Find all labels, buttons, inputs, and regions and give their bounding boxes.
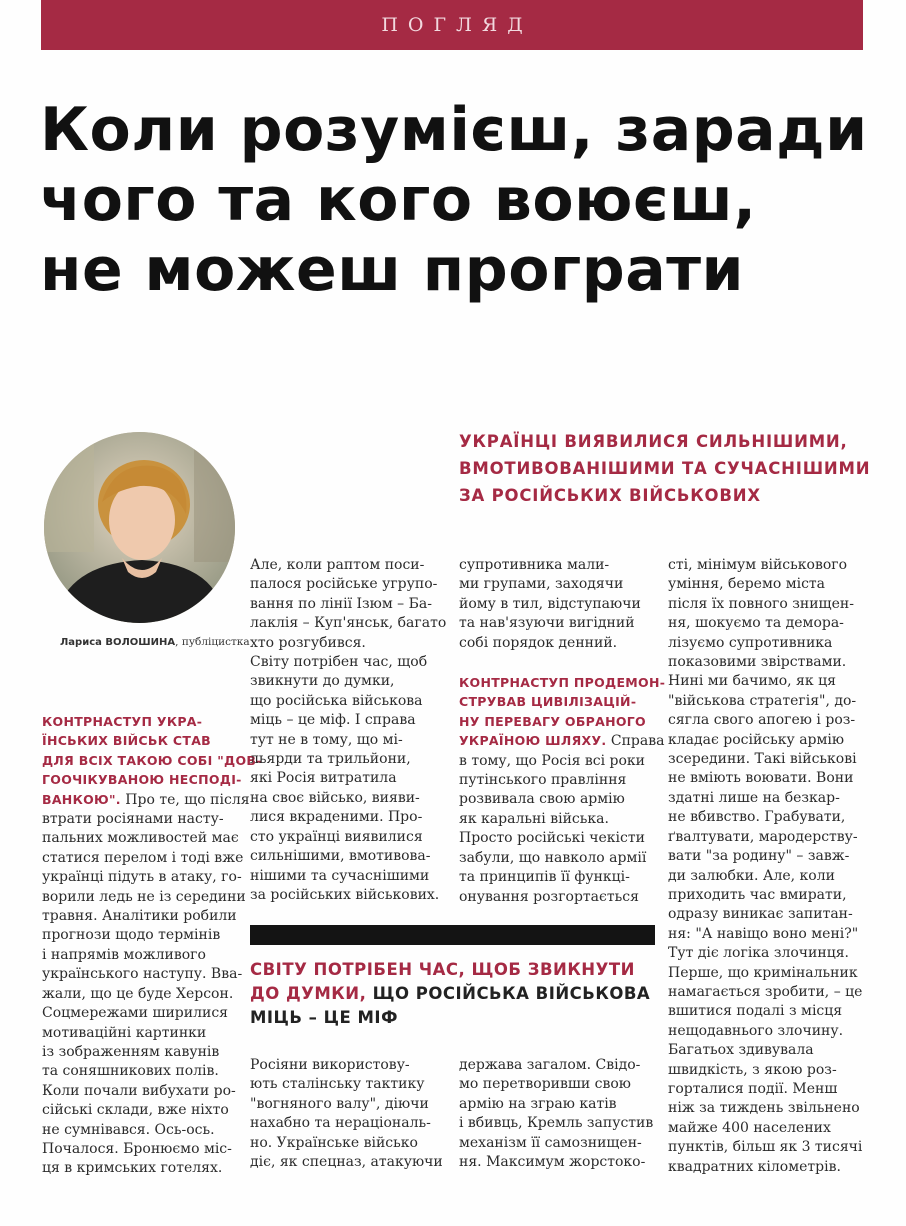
body-text-line: Почалося. Бронюємо міс- xyxy=(42,1140,232,1157)
body-text-line: міць – це міф. І справа xyxy=(250,712,416,729)
body-text-line: вати "за родину" – завж- xyxy=(668,848,850,865)
body-text-line: Тут діє логіка злочинця. xyxy=(668,945,850,962)
pullquote-line: ВМОТИВОВАНІШИМИ ТА СУЧАСНІШИМИ xyxy=(459,459,871,478)
body-text-line: лізуємо супротивника xyxy=(668,634,833,651)
body-text-line: держава загалом. Свідо- xyxy=(459,1057,641,1073)
body-text-line: звикнути до думки, xyxy=(250,673,395,690)
body-text-line: ють сталінську тактику xyxy=(250,1076,425,1093)
author-name: Лариса ВОЛОШИНА xyxy=(60,637,176,648)
pullquote-top xyxy=(459,428,879,509)
lead-line: ГООЧІКУВАНОЮ НЕСПОДІ- xyxy=(42,772,242,788)
body-text-line: в тому, що Росія всі роки xyxy=(459,752,645,769)
body-text-line: нішими та сучаснішими xyxy=(250,867,430,884)
text-column-4 xyxy=(668,556,878,1177)
body-text-line: прогнози щодо термінів xyxy=(42,927,221,944)
body-text-line: Просто російські чекісти xyxy=(459,830,645,847)
body-text-line: нещодавнього злочину. xyxy=(668,1022,844,1039)
lead-line: КОНТРНАСТУП ПРОДЕМОН- xyxy=(459,675,666,691)
body-text-line: не сумнівався. Ось-ось. xyxy=(42,1121,215,1138)
body-text-line: хто розгубився. xyxy=(250,634,366,651)
body-text-line: путінського правління xyxy=(459,772,627,789)
body-text-line: та соняшникових полів. xyxy=(42,1063,219,1080)
body-text-line: вання по лінії Ізюм – Ба- xyxy=(250,595,432,612)
body-text-line: українського наступу. Вва- xyxy=(42,966,243,983)
text-column-2 xyxy=(250,556,450,905)
body-text-line: вшитися подалі з місця xyxy=(668,1003,843,1020)
body-text-line: ми групами, заходячи xyxy=(459,576,624,593)
body-text-line: не вбивство. Грабувати, xyxy=(668,809,846,826)
lead-line: КОНТРНАСТУП УКРА- xyxy=(42,714,203,729)
headline-line: Коли розумієш, заради xyxy=(40,95,868,165)
body-text-line: мо перетворивши свою xyxy=(459,1076,631,1093)
body-text-line: лаклія – Куп'янськ, багато xyxy=(250,615,447,632)
pullquote-line: СВІТУ ПОТРІБЕН ЧАС, ЩОБ ЗВИКНУТИ xyxy=(250,960,635,979)
body-text-line: із зображенням кавунів xyxy=(42,1043,220,1060)
pullquote-line: УКРАЇНЦІ ВИЯВИЛИСЯ СИЛЬНІШИМИ, xyxy=(459,432,848,451)
rubric-label: ПОГЛЯД xyxy=(381,14,533,36)
body-text-line: які Росія витратила xyxy=(250,770,397,787)
body-text-line: онування розгортається xyxy=(459,888,639,905)
lead-line: УКРАЇНОЮ ШЛЯХУ. xyxy=(459,733,607,749)
body-text-line: механізм її самознищен- xyxy=(459,1134,642,1151)
body-text-line: йому в тил, відступаючи xyxy=(459,595,641,612)
body-text-line: діє, як спецназ, атакуючи xyxy=(250,1154,443,1171)
body-text-line: супротивника мали- xyxy=(459,557,610,573)
body-text-line: ця в кримських готелях. xyxy=(42,1160,223,1177)
body-text-line: одразу виникає запитан- xyxy=(668,906,853,923)
divider-bar xyxy=(250,925,655,945)
body-text-line: майже 400 населених xyxy=(668,1119,831,1136)
body-text: Справа xyxy=(606,733,665,750)
body-text-line: Нині ми бачимо, як ця xyxy=(668,673,836,690)
body-text-line: втрати росіянами насту- xyxy=(42,811,224,828)
body-text-line: і напрямів можливого xyxy=(42,946,206,963)
author-role: , публіцистка xyxy=(175,636,250,648)
body-text-line: українці підуть в атаку, го- xyxy=(42,869,242,886)
body-text-line: "вогняного валу", діючи xyxy=(250,1095,429,1112)
lead-line: ЇНСЬКИХ ВІЙСЬК СТАВ xyxy=(42,733,211,749)
body-text-line: кладає російську армію xyxy=(668,731,845,748)
text-column-1 xyxy=(42,712,262,1179)
body-text-line: приходить час вмирати, xyxy=(668,886,847,903)
body-text-line: зсередини. Такі військові xyxy=(668,751,857,768)
photo-caption xyxy=(60,636,250,648)
body-text-line: травня. Аналітики робили xyxy=(42,908,237,925)
body-text-line: льярди та трильйони, xyxy=(250,751,411,768)
body-text-line: забули, що навколо армії xyxy=(459,849,647,866)
body-text-line: швидкість, з якою роз- xyxy=(668,1061,837,1078)
portrait-photo-icon xyxy=(44,432,235,623)
body-text-line: Світу потрібен час, щоб xyxy=(250,654,428,671)
body-text-line: Багатьох здивувала xyxy=(668,1042,814,1059)
pullquote-line: ЩО РОСІЙСЬКА ВІЙСЬКОВА xyxy=(366,984,651,1003)
text-column-3 xyxy=(459,556,666,907)
body-text-line: ди залюбки. Але, коли xyxy=(668,867,835,884)
body-text-line: і вбивць, Кремль запустив xyxy=(459,1115,654,1132)
body-text-line: після їх повного знищен- xyxy=(668,595,854,612)
body-text-line: собі порядок денний. xyxy=(459,634,618,651)
body-text-line: лися вкрадeними. Про- xyxy=(250,809,423,826)
pullquote-line: МІЦЬ – ЦЕ МІФ xyxy=(250,1008,398,1027)
body-text-line: ґвалтувати, мародерству- xyxy=(668,828,858,845)
body-text-line: тут не в тому, що мі- xyxy=(250,731,403,748)
author-portrait-photo xyxy=(44,432,235,623)
body-text-line: Росіяни використову- xyxy=(250,1057,410,1073)
body-text-line: сті, мінімум військового xyxy=(668,557,848,573)
body-text-line: ніж за тиждень звільнено xyxy=(668,1100,860,1117)
body-text-line: палося російське угрупо- xyxy=(250,576,438,593)
body-text-line: та принципів її функці- xyxy=(459,869,630,886)
body-text-line: намагається зробити, – це xyxy=(668,983,863,1000)
body-text-line: статися перелом і тоді вже xyxy=(42,849,244,866)
body-text-line: нахабно та нераціональ- xyxy=(250,1115,431,1132)
body-text-line: Перше, що кримінальник xyxy=(668,964,858,981)
body-text-line: сильнішими, вмотивова- xyxy=(250,848,431,865)
body-text-line: що російська військова xyxy=(250,692,423,709)
lead-line: ВАНКОЮ". xyxy=(42,791,121,807)
body-text-line: показовими звірствами. xyxy=(668,654,847,671)
body-text-line: ня: "А навіщо воно мені?" xyxy=(668,925,859,942)
body-text-line: ворили ледь не із середини xyxy=(42,888,246,905)
body-text-line: пунктів, більш як 3 тисячі xyxy=(668,1139,863,1156)
body-text-line: як каральні війська. xyxy=(459,810,609,827)
body-text-line: та нав'язуючи вигідний xyxy=(459,615,635,632)
body-text-line: уміння, беремо міста xyxy=(668,576,826,593)
body-text-line: ня, шокуємо та демора- xyxy=(668,615,844,632)
body-text-line: сягла свого апогею і роз- xyxy=(668,712,856,729)
body-text-line: Соцмережами ширилися xyxy=(42,1005,228,1022)
body-text-line: на своє військо, вияви- xyxy=(250,789,420,806)
body-text-line: ня. Максимум жорстоко- xyxy=(459,1154,646,1171)
pullquote-line: ЗА РОСІЙСЬКИХ ВІЙСЬКОВИХ xyxy=(459,486,761,505)
body-text-line: армію на зграю катів xyxy=(459,1095,617,1112)
body-text-line: сто українці виявилися xyxy=(250,828,423,845)
body-text-line: не вміють воювати. Вони xyxy=(668,770,854,787)
body-text-line: горталися події. Менш xyxy=(668,1080,838,1097)
body-text-line: розвивала свою армію xyxy=(459,791,625,808)
body-text-line: Але, коли раптом поси- xyxy=(250,557,425,573)
body-text-line: но. Українське військо xyxy=(250,1134,418,1151)
body-text-line: здатні лише на безкар- xyxy=(668,789,840,806)
headline-line: не можеш програти xyxy=(40,235,745,305)
body-text: Про те, що після xyxy=(120,791,250,808)
body-text-line: квадратних кілометрів. xyxy=(668,1158,841,1175)
body-text-line: Коли почали вибухати ро- xyxy=(42,1082,236,1099)
lead-line: ДЛЯ ВСІХ ТАКОЮ СОБІ "ДОВ- xyxy=(42,752,262,768)
rubric-bar xyxy=(41,0,863,50)
body-text-line: за російських військових. xyxy=(250,886,440,903)
text-column-3-bottom xyxy=(459,1056,664,1172)
body-text-line: "військова стратегія", до- xyxy=(668,692,857,709)
text-column-2-bottom xyxy=(250,1056,455,1172)
body-text-line: пальних можливостей має xyxy=(42,830,239,847)
pullquote-line: ДО ДУМКИ, xyxy=(250,984,367,1003)
body-text-line: сійські склади, вже ніхто xyxy=(42,1102,229,1119)
lead-line: НУ ПЕРЕВАГУ ОБРАНОГО xyxy=(459,713,646,729)
lead-line: СТРУВАВ ЦИВІЛІЗАЦІЙ- xyxy=(459,694,637,710)
article-headline xyxy=(40,95,880,305)
body-text-line: мотиваційні картинки xyxy=(42,1024,207,1041)
headline-line: чого та кого воюєш, xyxy=(40,165,757,235)
body-text-line: жали, що це буде Херсон. xyxy=(42,985,234,1002)
pullquote-middle xyxy=(250,958,660,1030)
